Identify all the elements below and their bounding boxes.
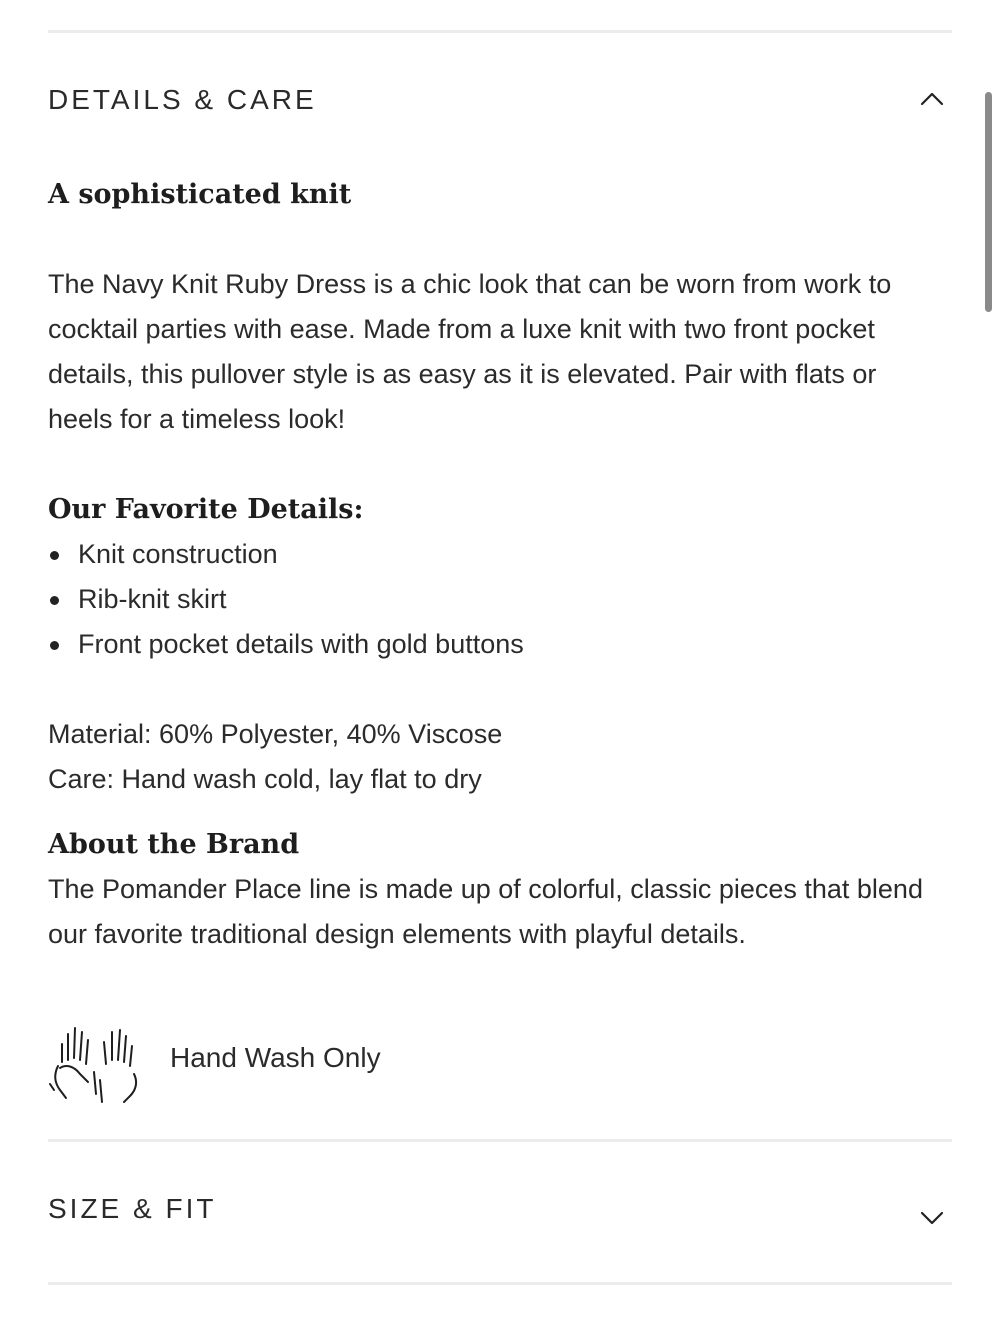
product-description: The Navy Knit Ruby Dress is a chic look that can be worn from work to cocktail parties with ease. Made from a luxe knit with two front pocket details, this pullover style is as easy as it is elevated. Pair with flats or heels for a timeless look! — [48, 269, 892, 434]
care-badge-label: Hand Wash Only — [170, 1042, 381, 1073]
details-care-content — [48, 172, 948, 957]
brand-text: The Pomander Place line is made up of colorful, classic pieces that blend our favorite traditional design elements with playful details. — [48, 874, 923, 949]
brand-heading: About the Brand — [48, 829, 300, 860]
accordion-title-details-care: DETAILS & CARE — [48, 84, 317, 115]
list-item — [48, 577, 948, 622]
accordion-title-size-fit: SIZE & FIT — [48, 1193, 217, 1224]
accordion-size-fit-header[interactable] — [48, 1181, 952, 1241]
chevron-up-icon[interactable] — [918, 86, 946, 114]
hand-wash-icon — [48, 1024, 144, 1104]
favorites-heading: Our Favorite Details: — [48, 494, 364, 525]
material-text: Material: 60% Polyester, 40% Viscose — [48, 719, 503, 749]
care-text: Care: Hand wash cold, lay flat to dry — [48, 764, 482, 794]
scrollbar-thumb[interactable] — [985, 92, 992, 312]
favorite-item-label: Knit construction — [78, 539, 278, 569]
details-heading: A sophisticated knit — [48, 179, 352, 210]
bullet-icon — [50, 596, 59, 605]
care-badge — [48, 1020, 748, 1110]
divider-bottom — [48, 1282, 952, 1285]
bullet-icon — [50, 551, 59, 560]
favorites-list — [48, 532, 948, 667]
favorite-item-label: Rib-knit skirt — [78, 584, 227, 614]
favorite-item-label: Front pocket details with gold buttons — [78, 629, 524, 659]
divider-top — [48, 30, 952, 33]
divider-middle — [48, 1139, 952, 1142]
bullet-icon — [50, 641, 59, 650]
list-item — [48, 532, 948, 577]
accordion-details-care-header[interactable] — [48, 72, 952, 132]
list-item — [48, 622, 948, 667]
chevron-down-icon[interactable] — [918, 1203, 946, 1231]
